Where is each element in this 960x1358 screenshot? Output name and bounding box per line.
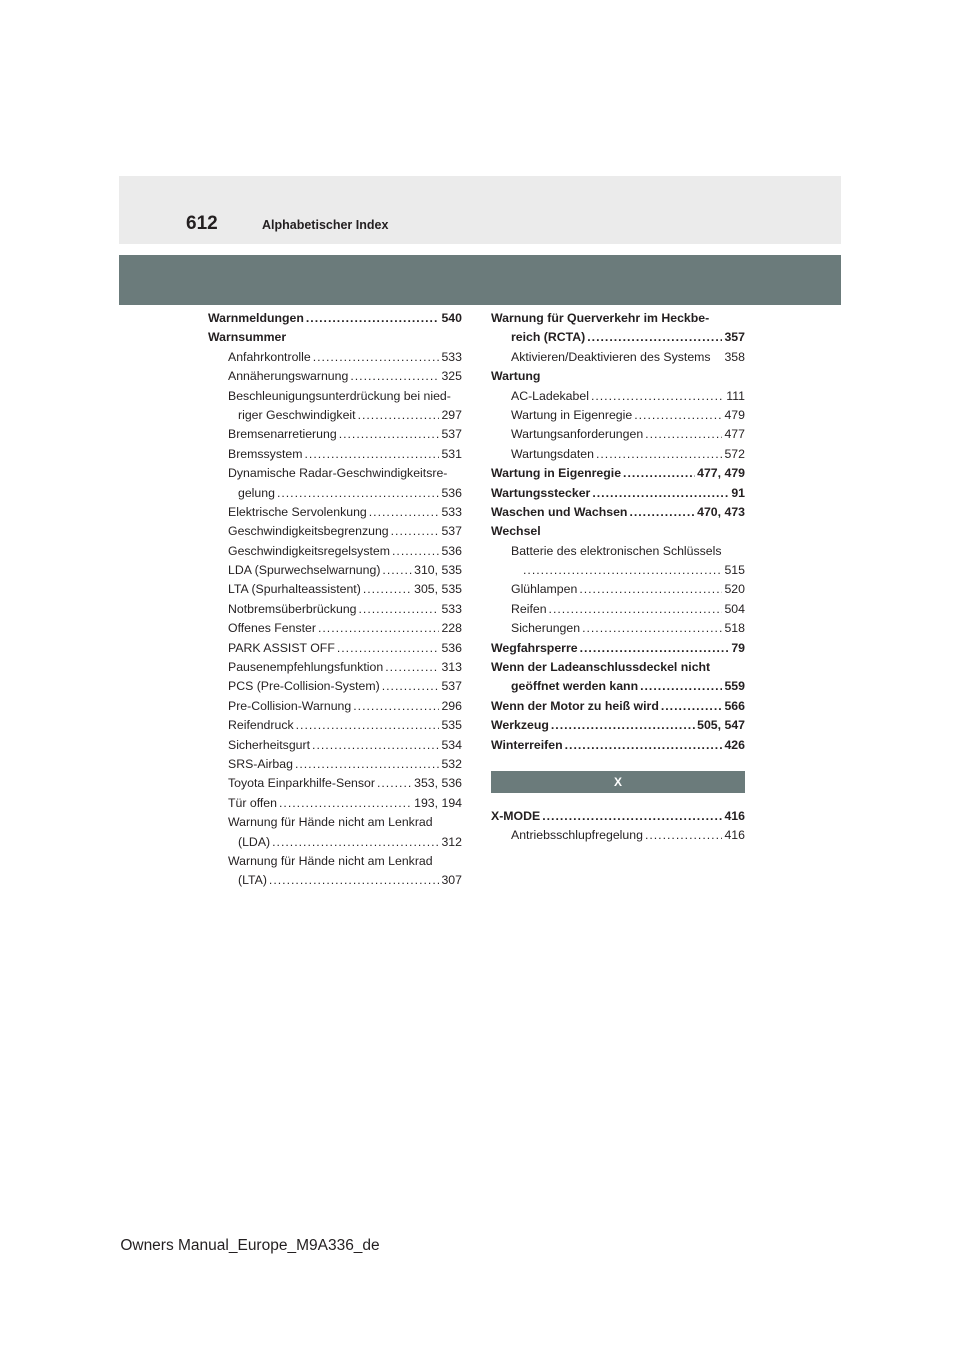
index-entry-page: 477, 479 <box>697 466 745 481</box>
dot-leader <box>313 348 440 367</box>
index-entry <box>208 387 462 406</box>
index-entry-term: Sicherheitsgurt <box>228 737 311 752</box>
index-entry <box>208 736 462 755</box>
dot-leader <box>377 774 412 793</box>
index-entry-page: 193, 194 <box>414 795 462 810</box>
index-entry <box>208 716 462 735</box>
index-entry-page: 515 <box>724 563 745 578</box>
index-entry-page: 479 <box>724 407 745 422</box>
index-entry-page: 533 <box>441 601 462 616</box>
index-entry-page: 310, 535 <box>414 563 462 578</box>
index-entry-term: LTA (Spurhalteassistent) <box>228 582 361 597</box>
index-entry <box>491 484 745 503</box>
index-entry <box>491 348 745 367</box>
index-entry-term: Geschwindigkeitsbegrenzung <box>228 524 389 539</box>
index-entry <box>491 328 745 347</box>
index-entry-page: 535 <box>441 718 462 733</box>
dot-leader <box>269 871 440 890</box>
index-entry <box>208 328 462 347</box>
section-title: Alphabetischer Index <box>262 218 389 232</box>
index-entry-term: LDA (Spurwechselwarnung) <box>228 563 381 578</box>
index-column-right <box>491 309 745 846</box>
index-entry-term: Sicherungen <box>511 621 581 636</box>
letter-divider-x: X <box>491 771 745 793</box>
index-entry-page: 533 <box>441 349 462 364</box>
index-entry <box>208 871 462 890</box>
index-entry-page: 416 <box>724 828 745 843</box>
index-entry-term: Elektrische Servolenkung <box>228 504 367 519</box>
index-entry-page: 353, 536 <box>414 776 462 791</box>
index-group-x <box>491 807 745 846</box>
index-entry-page: 534 <box>441 737 462 752</box>
index-entry-page: 531 <box>441 446 462 461</box>
index-entry <box>208 580 462 599</box>
dot-leader <box>339 425 440 444</box>
index-entry <box>491 387 745 406</box>
index-entry-term: Bremssystem <box>228 446 303 461</box>
index-entry-page: 312 <box>441 834 462 849</box>
index-entry <box>208 852 462 871</box>
dot-leader <box>542 807 722 826</box>
dot-leader <box>591 387 724 406</box>
dot-leader <box>312 736 439 755</box>
index-entry <box>208 600 462 619</box>
index-entry-page: 504 <box>724 601 745 616</box>
index-entry-term: Wartungsstecker <box>491 485 591 500</box>
index-entry <box>208 639 462 658</box>
index-entry-page: 416 <box>724 808 745 823</box>
index-entry <box>208 503 462 522</box>
index-entry-page: 533 <box>441 504 462 519</box>
index-entry-term: Wenn der Ladeanschlussdeckel nicht <box>491 660 711 675</box>
index-entry-term: Beschleunigungsunterdrückung bei nied- <box>228 388 451 403</box>
dot-leader <box>277 484 440 503</box>
dot-leader <box>359 600 440 619</box>
index-entry <box>491 639 745 658</box>
dot-leader <box>582 619 722 638</box>
index-entry <box>208 367 462 386</box>
index-entry-term: Wartungsanforderungen <box>511 427 644 442</box>
index-entry-page: 520 <box>724 582 745 597</box>
index-entry <box>208 794 462 813</box>
index-entry <box>491 677 745 696</box>
dot-leader <box>318 619 440 638</box>
index-entry-page: 518 <box>724 621 745 636</box>
index-entry-term: Wartung in Eigenregie <box>491 466 622 481</box>
index-entry-term: PARK ASSIST OFF <box>228 640 335 655</box>
index-entry <box>208 542 462 561</box>
index-entry-page: 91 <box>731 485 745 500</box>
index-entry <box>491 309 745 328</box>
index-entry-page: 228 <box>441 621 462 636</box>
index-entry <box>491 367 745 386</box>
dot-leader <box>279 794 412 813</box>
dot-leader <box>353 697 439 716</box>
index-entry-term: Batterie des elektronischen Schlüssels <box>511 543 722 558</box>
dot-leader <box>358 406 440 425</box>
index-entry <box>491 503 745 522</box>
index-entry-page: 537 <box>441 427 462 442</box>
index-entry-page: 572 <box>724 446 745 461</box>
index-entry-term: Dynamische Radar-Geschwindigkeitsre- <box>228 466 448 481</box>
index-entry <box>208 697 462 716</box>
dot-leader <box>304 445 439 464</box>
dot-leader <box>645 826 723 845</box>
index-entry <box>208 522 462 541</box>
index-entry <box>491 716 745 735</box>
index-entry <box>208 406 462 425</box>
index-entry-term: Reifendruck <box>228 718 294 733</box>
index-entry <box>208 425 462 444</box>
index-entry <box>491 807 745 826</box>
index-entry <box>208 774 462 793</box>
index-entry <box>208 658 462 677</box>
index-entry-term: Wechsel <box>491 524 541 539</box>
index-entry-term: Waschen und Wachsen <box>491 504 628 519</box>
index-entry-term: Toyota Einparkhilfe-Sensor <box>228 776 375 791</box>
dot-leader <box>337 639 440 658</box>
dot-leader <box>350 367 439 386</box>
dot-leader <box>551 716 695 735</box>
dot-leader <box>392 542 439 561</box>
index-entry <box>491 406 745 425</box>
dot-leader <box>661 697 723 716</box>
dot-leader <box>369 503 440 522</box>
index-entry-page: 297 <box>441 407 462 422</box>
index-entry-page: 357 <box>724 330 745 345</box>
index-entry <box>491 445 745 464</box>
dot-leader <box>596 445 723 464</box>
index-entry-term: (LTA) <box>238 873 267 888</box>
index-entry-page: 540 <box>441 311 462 325</box>
index-entry-term: Werkzeug <box>491 718 549 733</box>
index-entry <box>208 833 462 852</box>
index-entry-page: 313 <box>441 660 462 675</box>
index-entry-page: 79 <box>731 640 745 655</box>
index-entry-term: Warnung für Querverkehr im Heckbe- <box>491 311 710 325</box>
index-entry <box>208 755 462 774</box>
dot-leader <box>623 464 695 483</box>
page-number: 612 <box>186 213 218 234</box>
index-entry <box>491 697 745 716</box>
index-entry <box>208 813 462 832</box>
dot-leader <box>640 677 722 696</box>
index-entry-term: X-MODE <box>491 808 541 823</box>
dot-leader <box>382 561 412 580</box>
dot-leader <box>587 328 722 347</box>
index-entry-page: 536 <box>441 543 462 558</box>
index-entry <box>208 619 462 638</box>
chapter-title-bar <box>119 255 841 305</box>
index-entry <box>208 309 462 328</box>
index-entry-term: Warnsummer <box>208 330 287 345</box>
index-entry-term: Aktivieren/Deaktivieren des Systems <box>511 349 711 364</box>
dot-leader <box>629 503 695 522</box>
index-entry-term: Wartung in Eigenregie <box>511 407 633 422</box>
index-entry-page: 426 <box>724 737 745 752</box>
index-entry-term: Pre-Collision-Warnung <box>228 698 352 713</box>
index-entry <box>208 677 462 696</box>
index-entry <box>208 348 462 367</box>
index-entry-term: PCS (Pre-Collision-System) <box>228 679 380 694</box>
index-entry-page: 111 <box>726 388 745 403</box>
index-entry <box>491 561 745 580</box>
dot-leader <box>580 639 730 658</box>
index-entry-term: Winterreifen <box>491 737 563 752</box>
index-entry-term: Reifen <box>511 601 547 616</box>
index-entry-term: Pausenempfehlungsfunktion <box>228 660 384 675</box>
index-entry-term: Warnung für Hände nicht am Lenkrad <box>228 853 433 868</box>
index-entry-term: Tür offen <box>228 795 277 810</box>
index-entry-term: Anfahrkontrolle <box>228 349 311 364</box>
index-entry-page: 477 <box>724 427 745 442</box>
index-entry <box>491 736 745 755</box>
index-entry-term: reich (RCTA) <box>511 330 586 345</box>
index-group-w-continued <box>491 309 745 755</box>
index-entry-term: Wartung <box>491 369 541 384</box>
dot-leader <box>306 309 440 328</box>
index-entry-page: 559 <box>724 679 745 694</box>
index-entry-term: Offenes Fenster <box>228 621 316 636</box>
index-entry-page: 566 <box>724 698 745 713</box>
index-entry-term: AC-Ladekabel <box>511 388 589 403</box>
index-entry-term: Notbremsüberbrückung <box>228 601 357 616</box>
dot-leader <box>382 677 440 696</box>
index-entry-page: 537 <box>441 524 462 539</box>
index-entry-page: 536 <box>441 485 462 500</box>
index-entry-page: 532 <box>441 756 462 771</box>
index-entry-term: Wenn der Motor zu heiß wird <box>491 698 659 713</box>
index-entry-page: 358 <box>724 349 745 364</box>
dot-leader <box>645 425 722 444</box>
index-entry <box>491 464 745 483</box>
dot-leader <box>296 716 440 735</box>
index-entry-term: Warnung für Hände nicht am Lenkrad <box>228 815 433 830</box>
index-entry-page: 536 <box>441 640 462 655</box>
index-entry <box>491 580 745 599</box>
page-header-band <box>119 176 841 244</box>
index-entry-page: 307 <box>441 873 462 888</box>
dot-leader <box>592 484 729 503</box>
index-entry-page: 325 <box>441 369 462 384</box>
index-entry <box>491 826 745 845</box>
index-entry-page: 470, 473 <box>697 504 745 519</box>
index-entry <box>208 561 462 580</box>
index-entry <box>491 425 745 444</box>
dot-leader <box>523 561 722 580</box>
dot-leader <box>391 522 440 541</box>
index-entry-term: gelung <box>238 485 275 500</box>
index-entry-page: 505, 547 <box>697 718 745 733</box>
index-entry-term: Antriebsschlupfregelung <box>511 828 643 843</box>
index-entry <box>491 522 745 541</box>
index-entry-term: riger Geschwindigkeit <box>238 407 356 422</box>
index-entry <box>491 619 745 638</box>
index-entry-term: SRS-Airbag <box>228 756 293 771</box>
index-entry-page: 305, 535 <box>414 582 462 597</box>
index-entry <box>491 658 745 677</box>
index-entry-page: 296 <box>441 698 462 713</box>
dot-leader <box>385 658 439 677</box>
index-entry <box>208 484 462 503</box>
dot-leader <box>565 736 723 755</box>
index-entry <box>208 464 462 483</box>
dot-leader <box>634 406 722 425</box>
index-entry <box>208 445 462 464</box>
dot-leader <box>549 600 723 619</box>
footer-document-id: Owners Manual_Europe_M9A336_de <box>120 1237 380 1254</box>
dot-leader <box>295 755 440 774</box>
index-entry-term: Wegfahrsperre <box>491 640 578 655</box>
index-entry-term: Wartungsdaten <box>511 446 594 461</box>
index-entry-term: Glühlampen <box>511 582 578 597</box>
dot-leader <box>579 580 722 599</box>
dot-leader <box>272 833 439 852</box>
index-entry-term: Bremsenarretierung <box>228 427 337 442</box>
index-entry-term: (LDA) <box>238 834 271 849</box>
index-entry <box>491 600 745 619</box>
index-entry-term: geöffnet werden kann <box>511 679 639 694</box>
index-entry-term: Annäherungswarnung <box>228 369 349 384</box>
index-entry-page: 537 <box>441 679 462 694</box>
index-column-left <box>208 309 462 891</box>
index-entry-term: Warnmeldungen <box>208 311 304 325</box>
dot-leader <box>363 580 412 599</box>
index-entry-term: Geschwindigkeitsregelsystem <box>228 543 390 558</box>
index-entry <box>491 542 745 561</box>
